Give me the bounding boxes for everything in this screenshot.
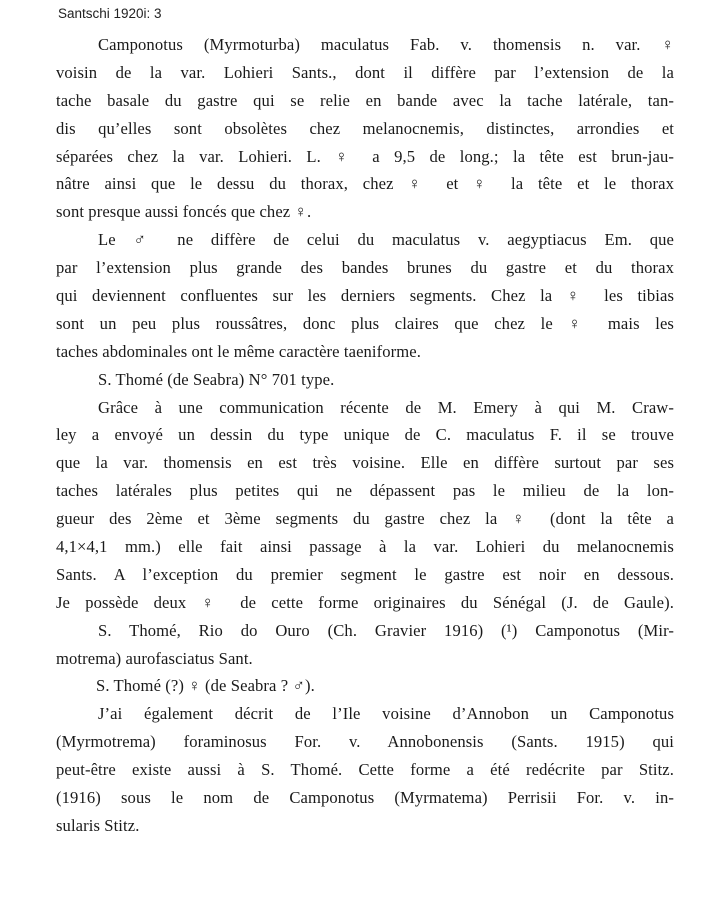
text-line: sont presque aussi foncés que chez ♀. (56, 202, 312, 222)
text-line: Camponotus (Myrmoturba) maculatus Fab. v. thomensis n. var. ♀ (98, 35, 674, 54)
text-line: S. Thomé (de Seabra) N° 701 type. (98, 369, 335, 389)
text-body (56, 31, 674, 840)
text-line: voisin de la var. Lohieri Sants., dont il diffère par l’extension de la (56, 62, 674, 82)
text-line: Grâce à une communication récente de M. Emery à qui M. Craw- (98, 397, 674, 417)
text-line: 4,1×4,1 mm.) elle fait ainsi passage à la var. Lohieri du melanocnemis (56, 537, 674, 557)
text-line: S. Thomé, Rio do Ouro (Ch. Gravier 1916) (¹) Camponotus (Mir- (98, 620, 674, 640)
text-line: gueur des 2ème et 3ème segments du gastre chez la ♀ (dont la tête a (56, 509, 674, 529)
text-line: tache basale du gastre qui se relie en bande avec la tache latérale, tan- (56, 90, 674, 110)
text-line: (Myrmotrema) foraminosus For. v. Annobonensis (Sants. 1915) qui (56, 732, 674, 752)
text-line: qui deviennent confluentes sur les derniers segments. Chez la ♀ les tibias (56, 286, 674, 306)
text-line: Sants. A l’exception du premier segment le gastre est noir en dessous. (56, 564, 674, 584)
text-line: sularis Stitz. (56, 815, 140, 835)
text-line: séparées chez la var. Lohieri. L. ♀ a 9,5 de long.; la tête est brun-jau- (56, 146, 674, 166)
text-line: nâtre ainsi que le dessu du thorax, chez ♀ et ♀ la tête et le thorax (56, 174, 674, 194)
text-line: dis qu’elles sont obsolètes chez melanocnemis, distinctes, arrondies et (56, 118, 674, 138)
text-line: Le ♂ ne diffère de celui du maculatus v. aegyptiacus Em. que (98, 230, 674, 250)
text-line: taches abdominales ont le même caractère taeniforme. (56, 341, 422, 361)
text-line: (1916) sous le nom de Camponotus (Myrmatema) Perrisii For. v. in- (56, 788, 674, 808)
text-line: taches latérales plus petites qui ne dépassent pas le milieu de la lon- (56, 481, 674, 501)
page-header: Santschi 1920i: 3 (58, 6, 162, 21)
text-line: sont un peu plus roussâtres, donc plus claires que chez le ♀ mais les (56, 313, 674, 333)
text-line: S. Thomé (?) ♀ (de Seabra ? ♂). (96, 676, 315, 696)
text-line: motrema) aurofasciatus Sant. (56, 648, 253, 668)
text-line: par l’extension plus grande des bandes brunes du gastre et du thorax (56, 258, 674, 278)
text-line: ley a envoyé un dessin du type unique de C. maculatus F. il se trouve (56, 425, 674, 445)
text-line: que la var. thomensis en est très voisine. Elle en diffère surtout par ses (56, 453, 674, 473)
text-line: peut-être existe aussi à S. Thomé. Cette forme a été redécrite par Stitz. (56, 760, 674, 780)
text-line: Je possède deux ♀ de cette forme originaires du Sénégal (J. de Gaule). (56, 592, 674, 612)
text-line: J’ai également décrit de l’Ile voisine d’Annobon un Camponotus (98, 704, 674, 724)
